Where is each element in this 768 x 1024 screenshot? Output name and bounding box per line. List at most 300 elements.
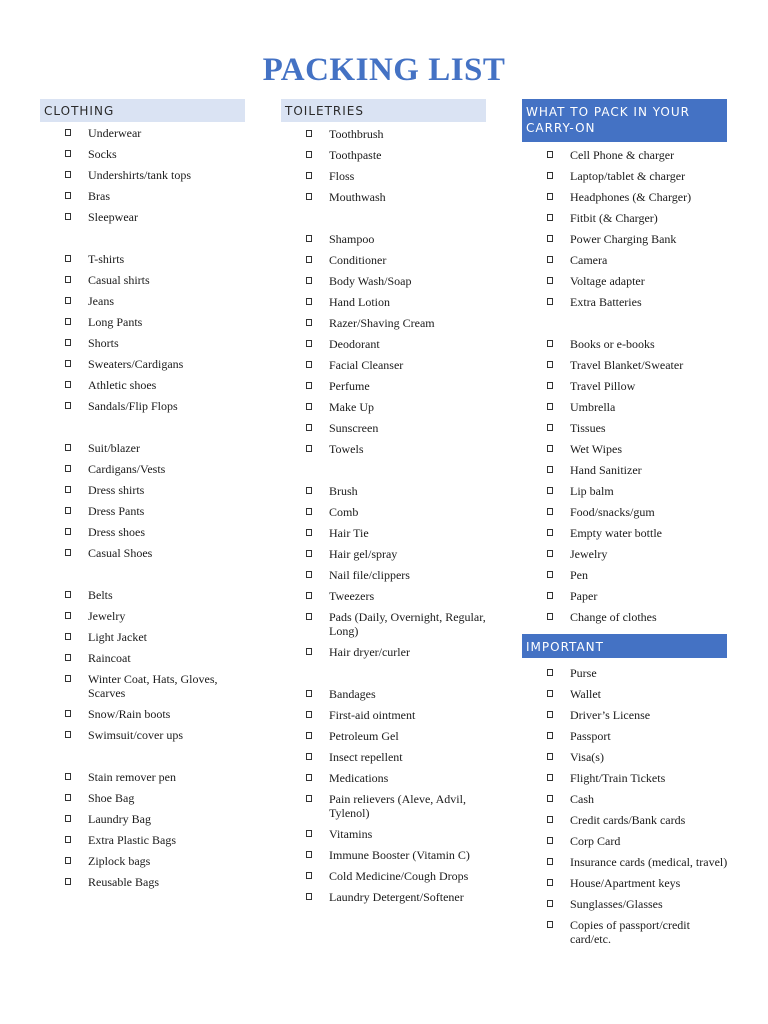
item-label: Bras [88,189,110,203]
checklist-item[interactable] [40,546,245,567]
toiletries-section [281,99,486,911]
checkbox-icon[interactable] [306,830,312,837]
checkbox-icon[interactable] [306,382,312,389]
item-label: Cash [570,792,594,806]
checkbox-icon[interactable] [547,921,553,928]
checklist-item[interactable] [40,357,245,378]
item-label: Flight/Train Tickets [570,771,666,785]
checklist-item[interactable] [522,232,727,253]
checkbox-icon[interactable] [65,836,71,843]
checklist-item[interactable] [40,168,245,189]
checkbox-icon[interactable] [547,879,553,886]
item-label: Dress shoes [88,525,145,539]
checkbox-icon[interactable] [547,340,553,347]
item-label: Jewelry [88,609,126,623]
checkbox-icon[interactable] [547,669,553,676]
checklist-item[interactable] [522,421,727,442]
checkbox-icon[interactable] [65,339,71,346]
item-label: Headphones (& Charger) [570,190,692,204]
item-label: Lip balm [570,484,614,498]
checklist-item[interactable] [281,274,486,295]
checklist-item[interactable] [281,687,486,708]
item-label: Hair dryer/curler [329,645,410,659]
item-label: Belts [88,588,113,602]
checkbox-icon[interactable] [547,508,553,515]
checklist-item[interactable] [522,813,727,834]
item-label: Shorts [88,336,119,350]
checkbox-icon[interactable] [547,732,553,739]
item-label: Towels [329,442,364,456]
checkbox-icon[interactable] [547,298,553,305]
checklist-item[interactable] [281,127,486,148]
checkbox-icon[interactable] [547,403,553,410]
checkbox-icon[interactable] [306,487,312,494]
item-label: Hand Sanitizer [570,463,642,477]
checkbox-icon[interactable] [306,193,312,200]
checklist-item[interactable] [281,708,486,729]
checklist-item[interactable] [40,147,245,168]
checkbox-icon[interactable] [547,487,553,494]
checkbox-icon[interactable] [65,171,71,178]
list-spacer [40,231,245,252]
item-label: Swimsuit/cover ups [88,728,183,742]
item-label: Pen [570,568,588,582]
checkbox-icon[interactable] [65,794,71,801]
item-label: Cold Medicine/Cough Drops [329,869,469,883]
checkbox-icon[interactable] [306,172,312,179]
checkbox-icon[interactable] [306,424,312,431]
checkbox-icon[interactable] [65,486,71,493]
checklist-item[interactable] [281,190,486,211]
item-label: Dress shirts [88,483,145,497]
clothing-list [40,126,245,896]
item-label: Toothpaste [329,148,382,162]
checklist-item[interactable] [281,421,486,442]
checklist-item[interactable] [281,253,486,274]
checklist-item[interactable] [522,463,727,484]
item-label: Medications [329,771,389,785]
checkbox-icon[interactable] [547,466,553,473]
checklist-item[interactable] [522,589,727,610]
checklist-item[interactable] [522,750,727,771]
item-label: Bandages [329,687,376,701]
list-spacer [281,666,486,687]
list-spacer [40,749,245,770]
list-spacer [40,420,245,441]
checkbox-icon[interactable] [547,816,553,823]
item-label: Snow/Rain boots [88,707,171,721]
checkbox-icon[interactable] [65,654,71,661]
item-label: Immune Booster (Vitamin C) [329,848,470,862]
clothing-header: CLOTHING [40,99,245,122]
checklist-item[interactable] [40,833,245,854]
checklist-item[interactable] [281,792,486,827]
checklist-item[interactable] [281,400,486,421]
item-label: Razer/Shaving Cream [329,316,435,330]
item-label: Comb [329,505,359,519]
checklist-item[interactable] [40,441,245,462]
checklist-item[interactable] [522,918,727,953]
item-label: Shoe Bag [88,791,135,805]
checkbox-icon[interactable] [65,444,71,451]
checkbox-icon[interactable] [306,340,312,347]
checklist-item[interactable] [281,169,486,190]
checkbox-icon[interactable] [547,277,553,284]
checkbox-icon[interactable] [65,675,71,682]
checkbox-icon[interactable] [306,592,312,599]
checklist-item[interactable] [281,442,486,463]
checklist-item[interactable] [40,210,245,231]
checkbox-icon[interactable] [65,318,71,325]
item-label: Books or e-books [570,337,655,351]
item-label: Brush [329,484,358,498]
item-label: Vitamins [329,827,373,841]
page-title: PACKING LIST [262,52,506,88]
item-label: Wallet [570,687,602,701]
checklist-item[interactable] [522,253,727,274]
checkbox-icon[interactable] [306,648,312,655]
item-label: Perfume [329,379,370,393]
item-label: Insect repellent [329,750,403,764]
checkbox-icon[interactable] [547,214,553,221]
checklist-item[interactable] [522,687,727,708]
list-spacer [281,463,486,484]
item-label: Voltage adapter [570,274,645,288]
checkbox-icon[interactable] [306,529,312,536]
checkbox-icon[interactable] [306,508,312,515]
checklist-item[interactable] [40,126,245,147]
item-label: Tweezers [329,589,375,603]
checkbox-icon[interactable] [306,795,312,802]
item-label: Nail file/clippers [329,568,410,582]
item-label: Raincoat [88,651,131,665]
checklist-item[interactable] [40,812,245,833]
item-label: Cardigans/Vests [88,462,166,476]
checkbox-icon[interactable] [306,851,312,858]
item-label: Hair Tie [329,526,369,540]
item-label: Body Wash/Soap [329,274,412,288]
item-label: Mouthwash [329,190,386,204]
item-label: Long Pants [88,315,143,329]
checkbox-icon[interactable] [547,235,553,242]
list-spacer [522,316,727,337]
checklist-item[interactable] [40,728,245,749]
checkbox-icon[interactable] [547,613,553,620]
checkbox-icon[interactable] [306,550,312,557]
checklist-item[interactable] [281,610,486,645]
item-label: Facial Cleanser [329,358,404,372]
checkbox-icon[interactable] [65,612,71,619]
checklist-item[interactable] [522,855,727,876]
item-label: Socks [88,147,117,161]
item-label: Dress Pants [88,504,145,518]
checkbox-icon[interactable] [306,753,312,760]
item-label: T-shirts [88,252,125,266]
checklist-item[interactable] [522,190,727,211]
checklist-item[interactable] [281,232,486,253]
checklist-item[interactable] [40,378,245,399]
checklist-item[interactable] [40,651,245,672]
item-label: Sunscreen [329,421,379,435]
item-label: Purse [570,666,597,680]
item-label: Pain relievers (Aleve, Advil, Tylenol) [329,792,466,820]
item-label: Light Jacket [88,630,147,644]
checkbox-icon[interactable] [547,550,553,557]
checklist-item[interactable] [522,505,727,526]
checklist-item[interactable] [281,869,486,890]
checkbox-icon[interactable] [65,528,71,535]
checkbox-icon[interactable] [306,445,312,452]
list-spacer [40,567,245,588]
item-label: Travel Blanket/Sweater [570,358,684,372]
checklist-item[interactable] [40,252,245,273]
checklist-item[interactable] [281,827,486,848]
item-label: Driver’s License [570,708,651,722]
checkbox-icon[interactable] [65,857,71,864]
checklist-item[interactable] [40,483,245,504]
checkbox-icon[interactable] [65,591,71,598]
checklist-item[interactable] [522,442,727,463]
checkbox-icon[interactable] [65,507,71,514]
checkbox-icon[interactable] [65,297,71,304]
checkbox-icon[interactable] [65,773,71,780]
item-label: Casual Shoes [88,546,153,560]
checklist-item[interactable] [522,708,727,729]
checkbox-icon[interactable] [547,361,553,368]
checkbox-icon[interactable] [306,235,312,242]
checkbox-icon[interactable] [306,151,312,158]
checklist-item[interactable] [40,504,245,525]
checkbox-icon[interactable] [65,381,71,388]
checklist-item[interactable] [522,358,727,379]
checkbox-icon[interactable] [306,130,312,137]
checklist-item[interactable] [522,148,727,169]
checklist-item[interactable] [281,771,486,792]
checklist-item[interactable] [522,876,727,897]
checklist-item[interactable] [281,148,486,169]
item-label: Food/snacks/gum [570,505,655,519]
toiletries-header: TOILETRIES [281,99,486,122]
checklist-item[interactable] [281,295,486,316]
checkbox-icon[interactable] [547,382,553,389]
checkbox-icon[interactable] [306,319,312,326]
item-label: Fitbit (& Charger) [570,211,658,225]
checklist-item[interactable] [281,526,486,547]
checkbox-icon[interactable] [306,872,312,879]
checklist-item[interactable] [40,399,245,420]
item-label: Make Up [329,400,374,414]
checklist-item[interactable] [522,834,727,855]
checklist-item[interactable] [40,588,245,609]
checkbox-icon[interactable] [306,403,312,410]
checklist-item[interactable] [522,295,727,316]
checkbox-icon[interactable] [306,774,312,781]
item-label: Pads (Daily, Overnight, Regular, Long) [329,610,486,638]
checklist-item[interactable] [522,729,727,750]
item-label: Undershirts/tank tops [88,168,191,182]
checklist-item[interactable] [281,547,486,568]
item-label: Hand Lotion [329,295,390,309]
checklist-item[interactable] [40,336,245,357]
item-label: Passport [570,729,611,743]
checklist-item[interactable] [40,462,245,483]
checklist-item[interactable] [40,707,245,728]
checklist-item[interactable] [40,189,245,210]
checkbox-icon[interactable] [547,774,553,781]
checklist-item[interactable] [281,484,486,505]
checklist-item[interactable] [522,610,727,631]
checkbox-icon[interactable] [547,711,553,718]
item-label: Shampoo [329,232,375,246]
toiletries-list [281,127,486,911]
checklist-item[interactable] [40,672,245,707]
checkbox-icon[interactable] [306,361,312,368]
checkbox-icon[interactable] [65,633,71,640]
item-label: Sunglasses/Glasses [570,897,663,911]
checkbox-icon[interactable] [65,192,71,199]
checklist-item[interactable] [281,568,486,589]
item-label: Laundry Bag [88,812,151,826]
checkbox-icon[interactable] [65,815,71,822]
checkbox-icon[interactable] [306,893,312,900]
item-label: Reusable Bags [88,875,159,889]
item-label: Laundry Detergent/Softener [329,890,464,904]
checkbox-icon[interactable] [65,150,71,157]
checklist-item[interactable] [522,484,727,505]
item-label: Toothbrush [329,127,384,141]
item-label: Hair gel/spray [329,547,398,561]
checkbox-icon[interactable] [547,795,553,802]
checkbox-icon[interactable] [65,878,71,885]
checkbox-icon[interactable] [547,690,553,697]
checklist-item[interactable] [281,358,486,379]
checklist-item[interactable] [281,848,486,869]
checkbox-icon[interactable] [65,360,71,367]
checklist-item[interactable] [40,770,245,791]
checklist-item[interactable] [281,316,486,337]
checklist-item[interactable] [522,169,727,190]
checkbox-icon[interactable] [306,711,312,718]
item-label: Ziplock bags [88,854,151,868]
checkbox-icon[interactable] [547,592,553,599]
checklist-item[interactable] [522,568,727,589]
checkbox-icon[interactable] [547,424,553,431]
clothing-section [40,99,245,896]
item-label: Sweaters/Cardigans [88,357,184,371]
checklist-item[interactable] [40,630,245,651]
checkbox-icon[interactable] [547,193,553,200]
item-label: Insurance cards (medical, travel) [570,855,728,869]
checklist-item[interactable] [281,890,486,911]
checklist-item[interactable] [522,379,727,400]
checkbox-icon[interactable] [306,613,312,620]
item-label: Visa(s) [570,750,604,764]
checkbox-icon[interactable] [306,277,312,284]
checkbox-icon[interactable] [306,732,312,739]
checklist-item[interactable] [522,526,727,547]
checklist-item[interactable] [522,547,727,568]
checklist-item[interactable] [522,666,727,687]
checkbox-icon[interactable] [65,731,71,738]
checkbox-icon[interactable] [65,276,71,283]
checklist-item[interactable] [281,589,486,610]
checkbox-icon[interactable] [65,213,71,220]
checklist-item[interactable] [40,609,245,630]
carry-on-header: WHAT TO PACK IN YOUR CARRY-ON [522,99,727,142]
item-label: Suit/blazer [88,441,140,455]
checkbox-icon[interactable] [547,172,553,179]
checkbox-icon[interactable] [306,256,312,263]
item-label: Credit cards/Bank cards [570,813,686,827]
item-label: Paper [570,589,598,603]
checklist-item[interactable] [281,645,486,666]
item-label: Travel Pillow [570,379,636,393]
item-label: Deodorant [329,337,380,351]
checklist-item[interactable] [281,379,486,400]
item-label: Jewelry [570,547,608,561]
item-label: Cell Phone & charger [570,148,675,162]
item-label: First-aid ointment [329,708,416,722]
item-label: Extra Plastic Bags [88,833,176,847]
checklist-item[interactable] [281,337,486,358]
checkbox-icon[interactable] [547,256,553,263]
checkbox-icon[interactable] [547,151,553,158]
checklist-item[interactable] [522,211,727,232]
checkbox-icon[interactable] [65,465,71,472]
checkbox-icon[interactable] [547,445,553,452]
checklist-item[interactable] [522,337,727,358]
checklist-item[interactable] [522,897,727,918]
checkbox-icon[interactable] [306,690,312,697]
checkbox-icon[interactable] [65,255,71,262]
item-label: Change of clothes [570,610,657,624]
checklist-item[interactable] [281,729,486,750]
checkbox-icon[interactable] [65,129,71,136]
checkbox-icon[interactable] [65,402,71,409]
checklist-item[interactable] [281,505,486,526]
checklist-item[interactable] [522,771,727,792]
checkbox-icon[interactable] [547,571,553,578]
checklist-item[interactable] [40,273,245,294]
item-label: Extra Batteries [570,295,642,309]
checklist-item[interactable] [40,854,245,875]
checklist-item[interactable] [522,792,727,813]
checklist-item[interactable] [40,315,245,336]
checkbox-icon[interactable] [306,571,312,578]
checklist-item[interactable] [281,750,486,771]
checklist-item[interactable] [40,875,245,896]
carry-on-section [522,99,727,953]
checkbox-icon[interactable] [547,753,553,760]
checklist-item[interactable] [40,294,245,315]
checkbox-icon[interactable] [547,858,553,865]
item-label: Conditioner [329,253,387,267]
item-label: Petroleum Gel [329,729,399,743]
checkbox-icon[interactable] [547,529,553,536]
checkbox-icon[interactable] [306,298,312,305]
checkbox-icon[interactable] [547,837,553,844]
checkbox-icon[interactable] [547,900,553,907]
checklist-item[interactable] [40,791,245,812]
checklist-item[interactable] [40,525,245,546]
checklist-item[interactable] [522,400,727,421]
item-label: Laptop/tablet & charger [570,169,686,183]
carry-on-list [522,148,727,631]
checkbox-icon[interactable] [65,710,71,717]
checklist-item[interactable] [522,274,727,295]
checkbox-icon[interactable] [65,549,71,556]
item-label: Athletic shoes [88,378,157,392]
